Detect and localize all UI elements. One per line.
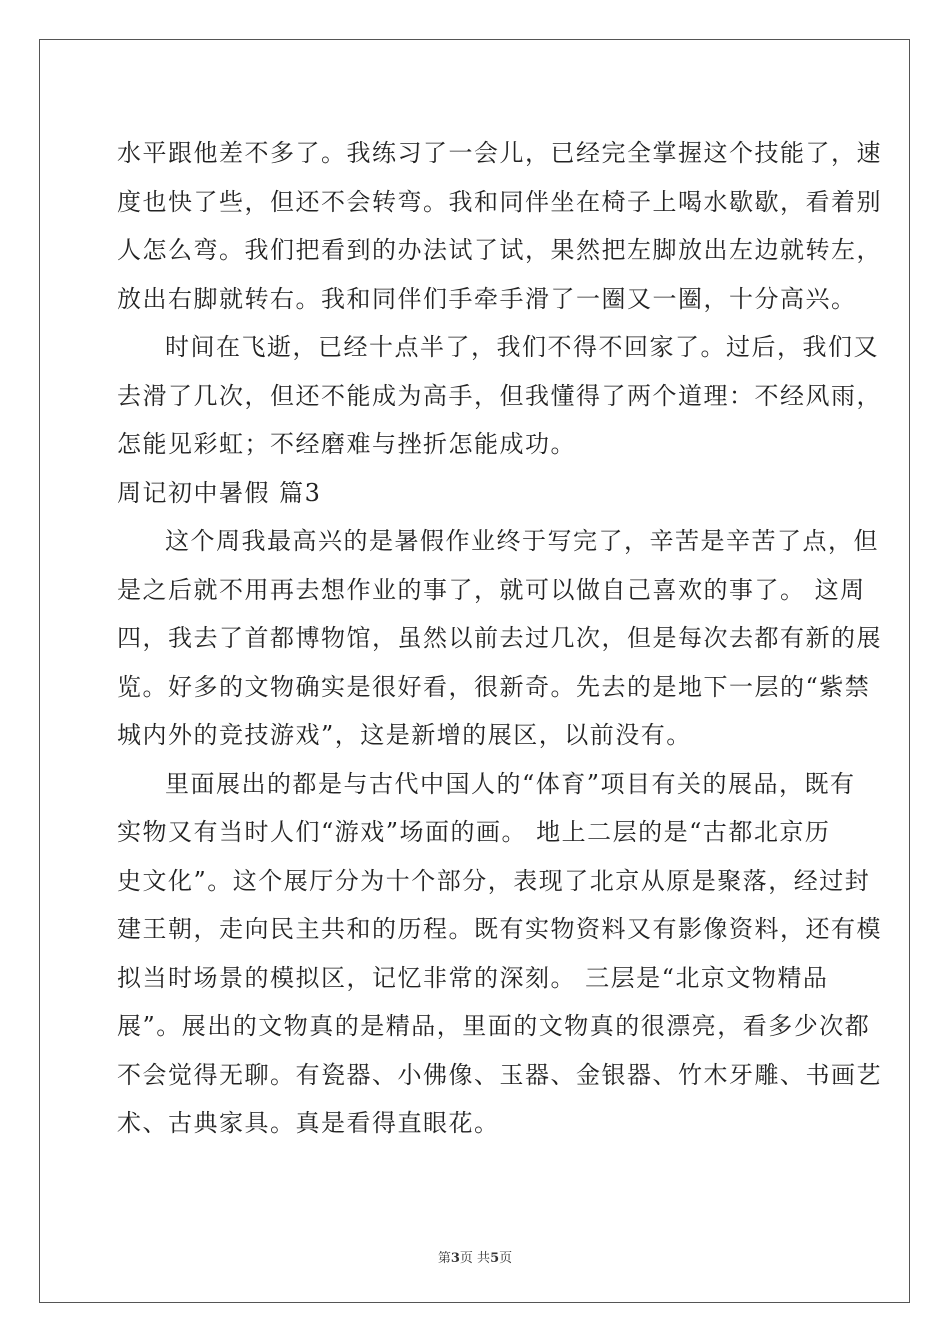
paragraph [117,323,882,469]
text-line: 时间在飞逝，已经十点半了，我们不得不回家了。过后，我们又 [165,333,879,361]
text-line: 城内外的竞技游戏”，这是新增的展区，以前没有。 [117,721,692,749]
text-line: 实物又有当时人们“游戏”场面的画。 地上二层的是“古都北京历 [117,818,831,846]
footer-prefix: 第 [437,1251,451,1266]
text-line: 拟当时场景的模拟区，记忆非常的深刻。 三层是“北京文物精品 [117,963,829,992]
text-line: 是之后就不用再去想作业的事了，就可以做自己喜欢的事了。 这周 [117,575,866,604]
text-line: 水平跟他差不多了。我练习了一会儿，已经完全掌握这个技能了，速 [117,139,882,167]
paragraph [117,760,882,1148]
current-page-number: 3 [450,1251,460,1266]
text-line: 展”。展出的文物真的是精品，里面的文物真的很漂亮，看多少次都 [117,1012,871,1040]
text-line: 周记初中暑假 篇3 [117,478,322,507]
paragraph [117,517,882,760]
page-footer [0,1247,950,1266]
text-line: 不会觉得无聊。有瓷器、小佛像、玉器、金银器、竹木牙雕、书画艺 [117,1060,882,1089]
text-line: 里面展出的都是与古代中国人的“体育”项目有关的展品，既有 [165,769,856,798]
document-body [117,129,882,1148]
text-line: 怎能见彩虹；不经磨难与挫折怎能成功。 [117,430,576,458]
total-pages: 5 [490,1251,500,1266]
text-line: 建王朝，走向民主共和的历程。既有实物资料又有影像资料，还有模 [117,915,882,943]
text-line: 术、古典家具。真是看得直眼花。 [117,1109,500,1137]
footer-middle: 页 共 [459,1251,491,1266]
text-line: 这个周我最高兴的是暑假作业终于写完了，辛苦是辛苦了点，但 [165,527,879,555]
text-line: 四，我去了首都博物馆，虽然以前去过几次，但是每次去都有新的展 [117,624,882,652]
footer-suffix: 页 [499,1251,513,1266]
text-line: 人怎么弯。我们把看到的办法试了试，果然把左脚放出左边就转左， [117,236,882,264]
paragraph [117,129,882,323]
text-line: 放出右脚就转右。我和同伴们手牵手滑了一圈又一圈，十分高兴。 [117,284,857,313]
text-line: 度也快了些，但还不会转弯。我和同伴坐在椅子上喝水歇歇，看着别 [117,187,882,216]
paragraph [117,469,837,518]
text-line: 史文化”。这个展厅分为十个部分，表现了北京从原是聚落，经过封 [117,866,871,895]
text-line: 去滑了几次，但还不能成为高手，但我懂得了两个道理：不经风雨， [117,381,882,410]
text-line: 览。好多的文物确实是很好看，很新奇。先去的是地下一层的“紫禁 [117,672,871,701]
